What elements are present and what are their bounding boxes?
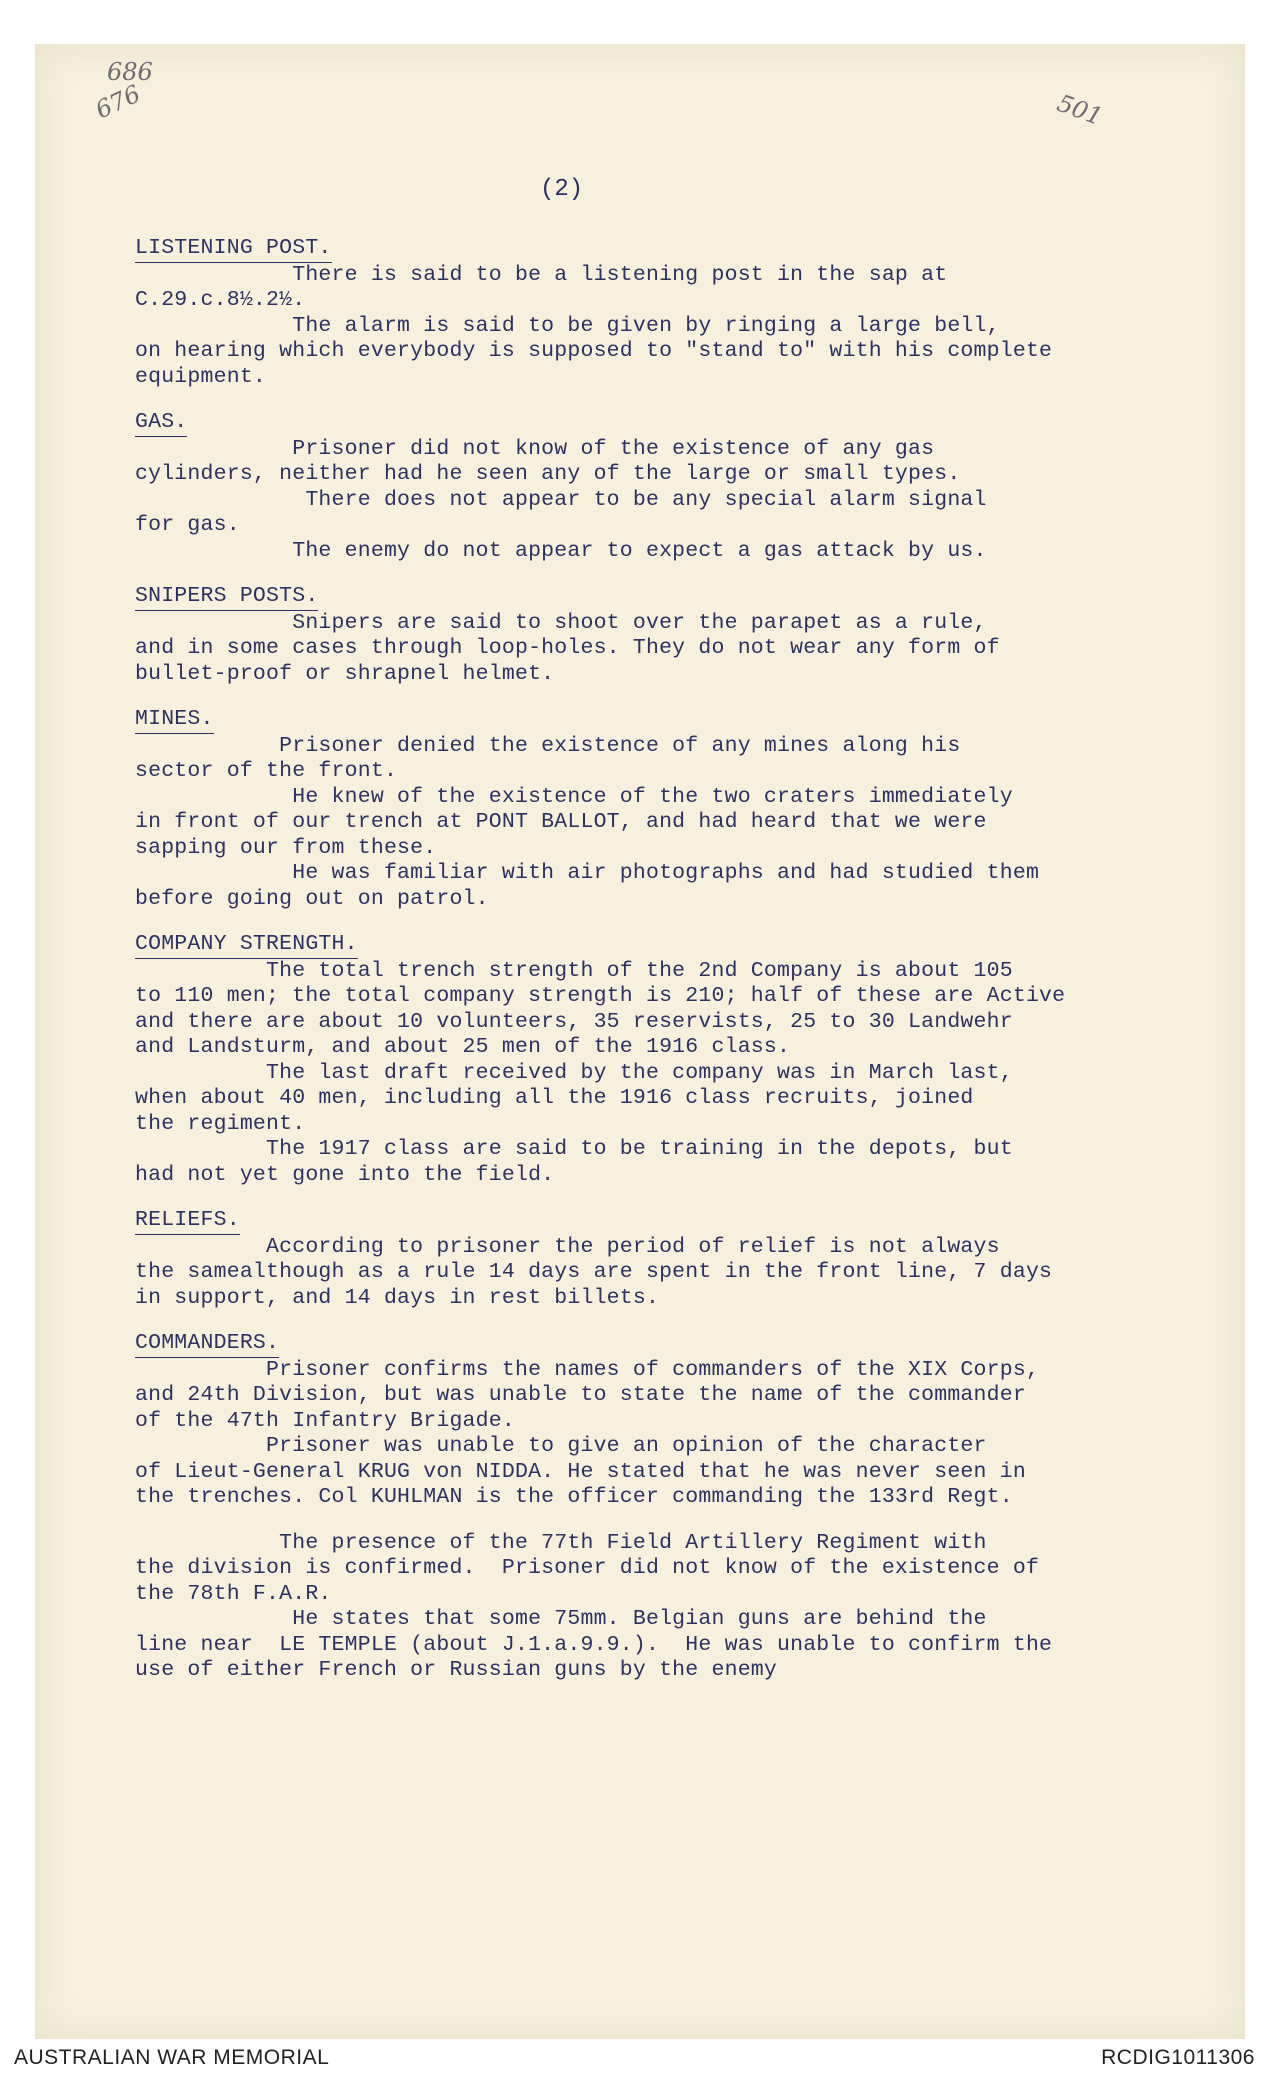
text-line: and in some cases through loop-holes. They do not wear any form of [135, 636, 1000, 660]
text-line: The alarm is said to be given by ringing a large bell, [135, 313, 1000, 338]
text-line: and there are about 10 volunteers, 35 reservists, 25 to 30 Landwehr [135, 1009, 1013, 1034]
report-section [135, 707, 1235, 912]
section-heading: RELIEFS. [135, 1208, 240, 1235]
text-line: the trenches. Col KUHLMAN is the officer commanding the 133rd Regt. [135, 1485, 1013, 1509]
handwritten-folio-number: 686 [107, 58, 153, 86]
text-line: and Landsturm, and about 25 men of the 1916 class. [135, 1035, 791, 1059]
text-line: before going out on patrol. [135, 886, 489, 911]
report-section [135, 1531, 1235, 1684]
typed-report-body [135, 236, 1235, 1704]
handwritten-folio-right: 501 [1053, 89, 1107, 131]
section-heading: GAS. [135, 410, 187, 437]
text-line: C.29.c.8½.2½. [135, 288, 306, 312]
text-line: The total trench strength of the 2nd Company is about 105 [135, 958, 1013, 983]
section-heading: LISTENING POST. [135, 236, 332, 263]
text-line: in support, and 14 days in rest billets. [135, 1285, 660, 1310]
report-section [135, 410, 1235, 564]
text-line: to 110 men; the total company strength is 210; half of these are Active [135, 984, 1066, 1008]
report-section [135, 1331, 1235, 1511]
text-line: of the 47th Infantry Brigade. [135, 1408, 515, 1433]
footer-record-id: RCDIG1011306 [1101, 2046, 1255, 2069]
text-line: of Lieut-General KRUG von NIDDA. He stated that he was never seen in [135, 1459, 1026, 1484]
text-line: He states that some 75mm. Belgian guns are behind the [135, 1607, 987, 1631]
section-heading: MINES. [135, 707, 214, 734]
text-line: use of either French or Russian guns by the enemy [135, 1658, 778, 1682]
text-line: Prisoner confirms the names of commanders of the XIX Corps, [135, 1357, 1040, 1382]
text-line: for gas. [135, 513, 240, 537]
section-heading: COMMANDERS. [135, 1331, 279, 1358]
text-line: He was familiar with air photographs and had studied them [135, 861, 1040, 885]
handwritten-folio-sub: 676 [91, 79, 145, 125]
text-line: when about 40 men, including all the 1916 class recruits, joined [135, 1086, 974, 1110]
footer-institution: AUSTRALIAN WAR MEMORIAL [14, 2046, 330, 2069]
report-section [135, 236, 1235, 390]
text-line: Prisoner did not know of the existence of any gas [135, 436, 935, 461]
text-line: He knew of the existence of the two craters immediately [135, 784, 1013, 809]
section-heading: COMPANY STRENGTH. [135, 932, 358, 959]
text-line: The last draft received by the company was in March last, [135, 1060, 1013, 1085]
text-line: cylinders, neither had he seen any of the large or small types. [135, 462, 961, 486]
text-line: sector of the front. [135, 759, 398, 783]
section-heading: SNIPERS POSTS. [135, 584, 318, 611]
page-number: (2) [540, 176, 584, 203]
text-line: The presence of the 77th Field Artillery Regiment with [135, 1530, 987, 1555]
text-line: The 1917 class are said to be training in the depots, but [135, 1137, 1013, 1161]
text-line: the 78th F.A.R. [135, 1581, 332, 1606]
text-line: Prisoner was unable to give an opinion of the character [135, 1434, 987, 1458]
text-line: sapping our from these. [135, 835, 437, 860]
report-section [135, 1208, 1235, 1311]
text-line: There does not appear to be any special alarm signal [135, 487, 987, 512]
text-line: The enemy do not appear to expect a gas attack by us. [135, 538, 987, 563]
text-line: Prisoner denied the existence of any mines along his [135, 733, 961, 758]
text-line: bullet-proof or shrapnel helmet. [135, 661, 555, 686]
text-line: had not yet gone into the field. [135, 1162, 555, 1187]
text-line: Snipers are said to shoot over the parapet as a rule, [135, 610, 987, 635]
text-line: According to prisoner the period of relief is not always [135, 1234, 1000, 1259]
text-line: line near LE TEMPLE (about J.1.a.9.9.). He was unable to confirm the [135, 1632, 1053, 1657]
text-line: There is said to be a listening post in the sap at [135, 262, 948, 287]
report-section [135, 584, 1235, 687]
text-line: the samealthough as a rule 14 days are spent in the front line, 7 days [135, 1260, 1053, 1284]
text-line: on hearing which everybody is supposed to "stand to" with his complete [135, 339, 1053, 363]
text-line: equipment. [135, 364, 267, 389]
text-line: in front of our trench at PONT BALLOT, and had heard that we were [135, 810, 987, 834]
text-line: and 24th Division, but was unable to state the name of the commander [135, 1383, 1026, 1407]
text-line: the regiment. [135, 1111, 306, 1136]
text-line: the division is confirmed. Prisoner did not know of the existence of [135, 1556, 1040, 1580]
report-section [135, 932, 1235, 1188]
